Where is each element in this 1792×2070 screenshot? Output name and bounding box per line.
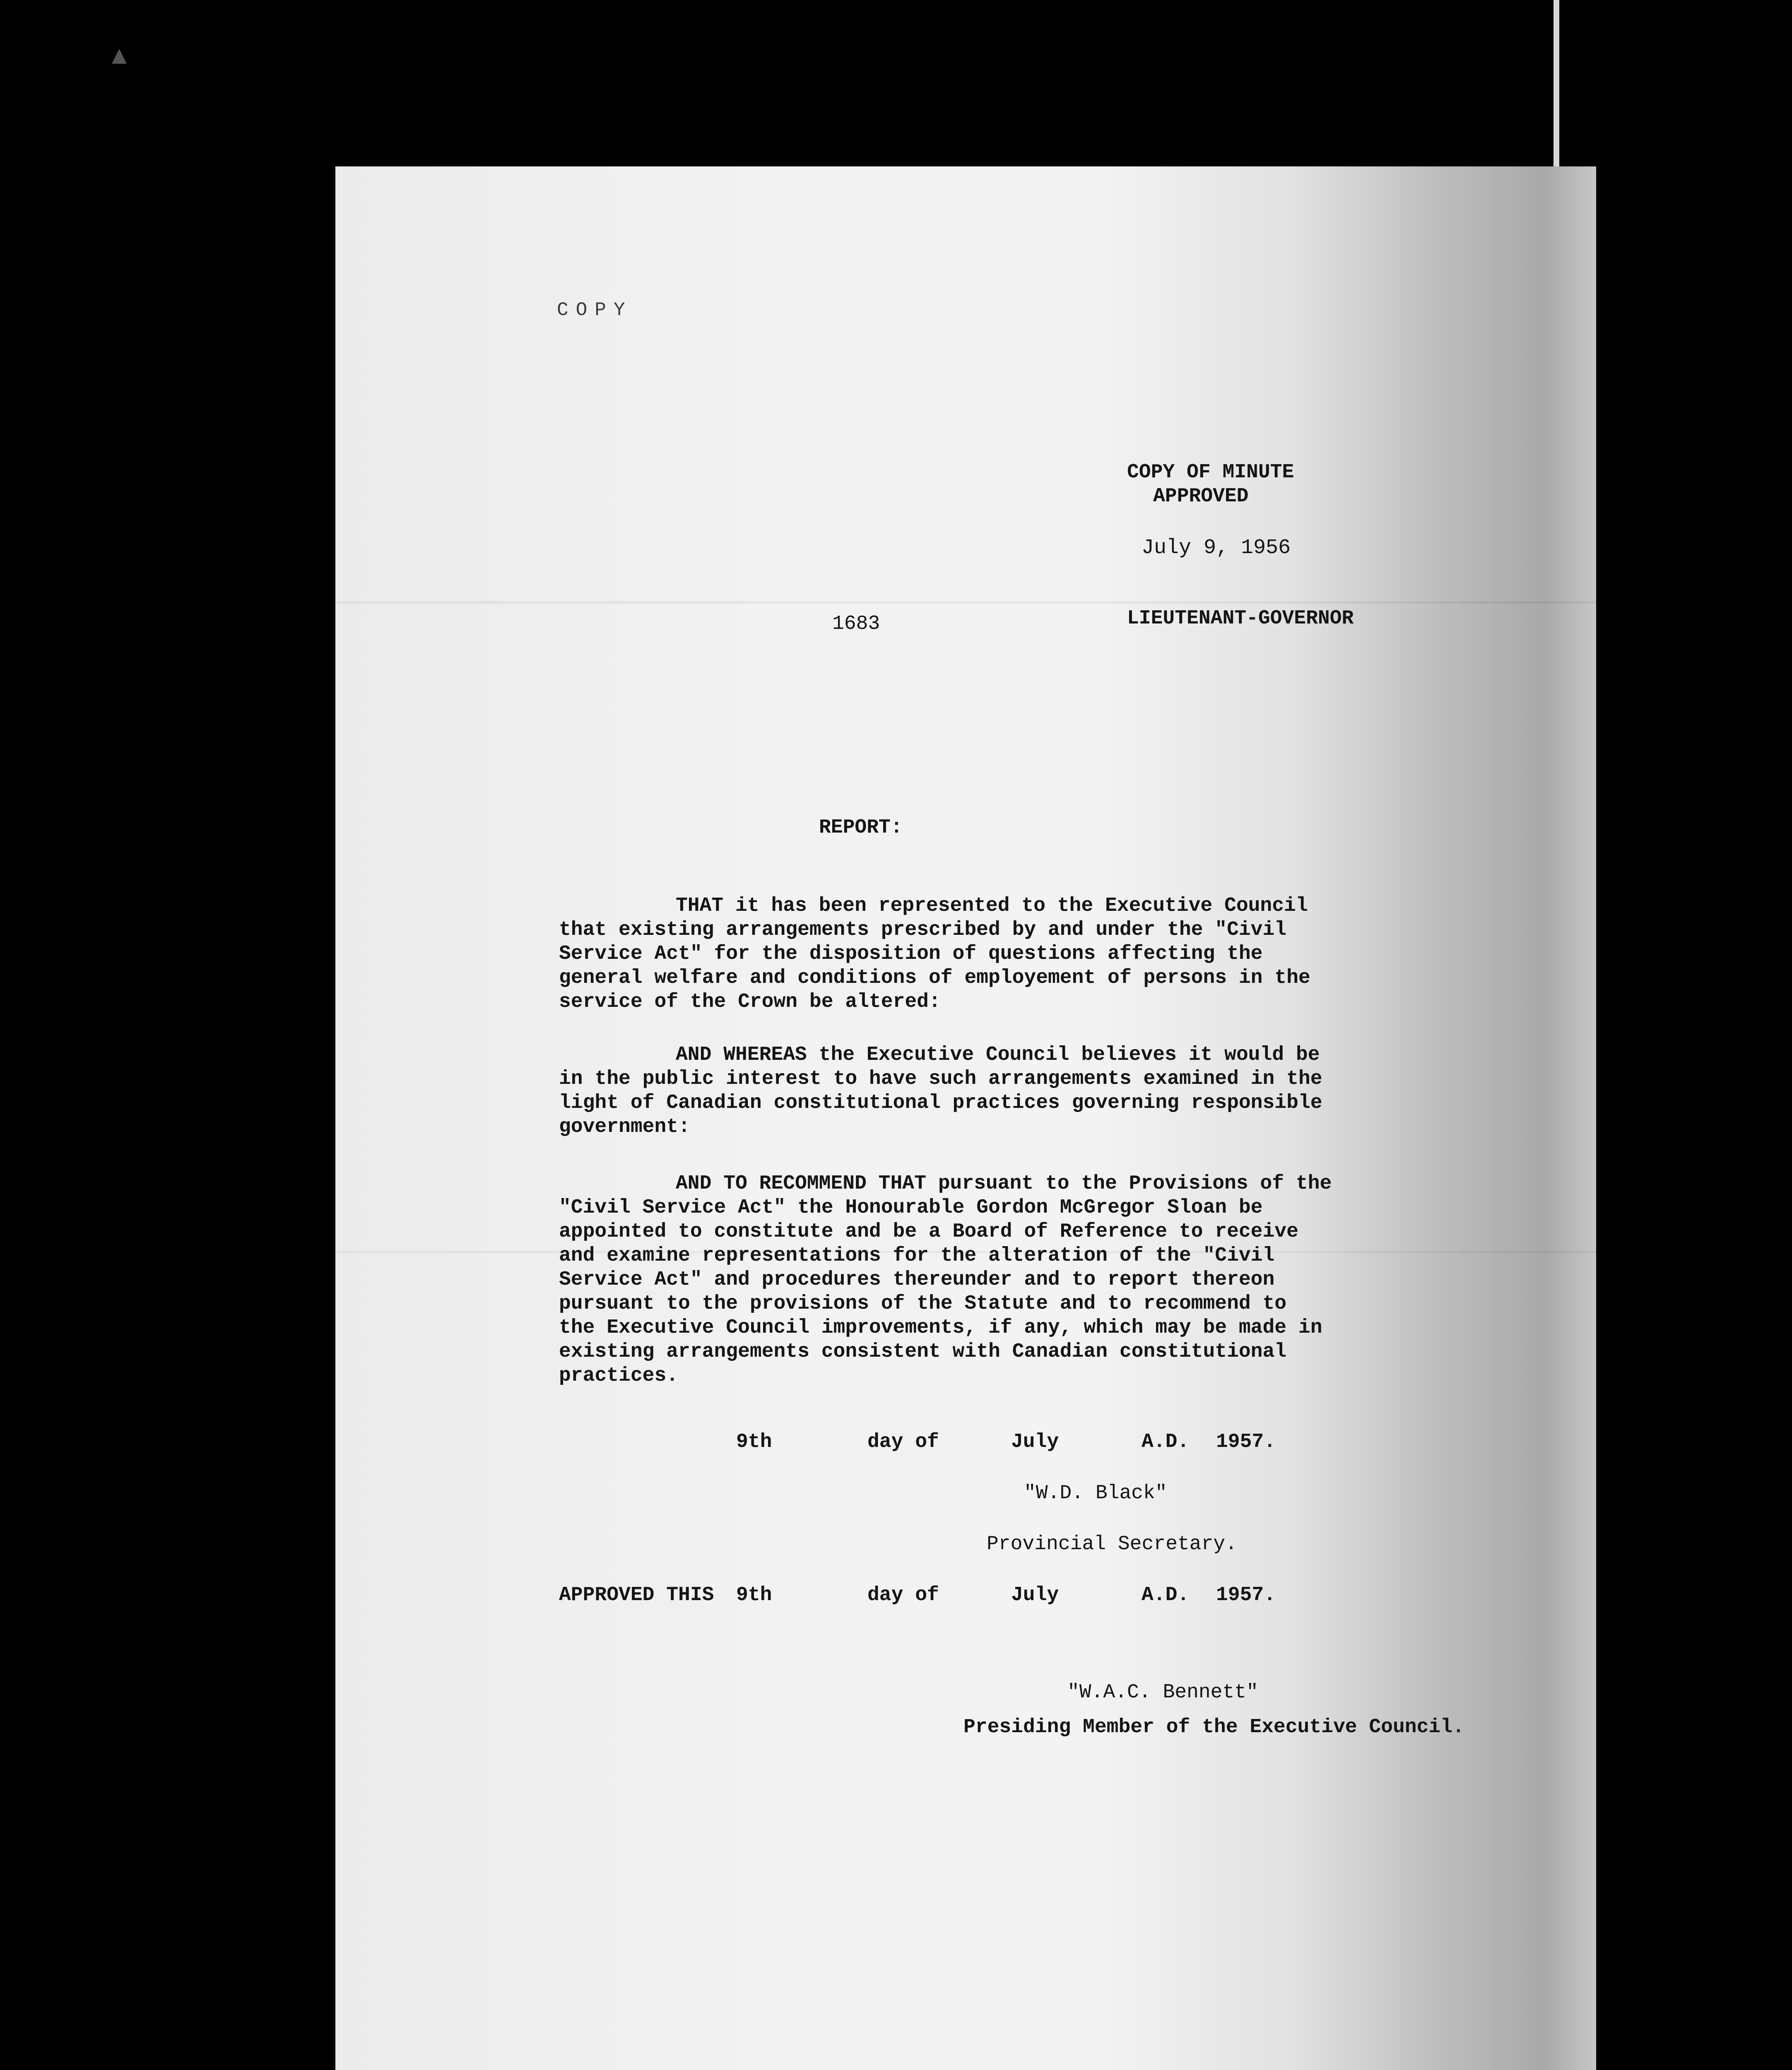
paragraph2-line: light of Canadian constitutional practices governing responsible [559,1092,1322,1114]
paragraph3-line: Service Act" and procedures thereunder and to report thereon [559,1268,1275,1291]
paragraph3-line: practices. [559,1365,679,1387]
minute-stamp-line2: APPROVED [1153,485,1249,508]
paragraph2-line: government: [559,1116,690,1138]
approved-day-of: day of [867,1584,939,1606]
minute-stamp-date: July 9, 1956 [1142,536,1291,560]
paragraph3-line: existing arrangements consistent with Canadian constitutional [559,1341,1287,1363]
paragraph3-line: AND TO RECOMMEND THAT pursuant to the Provisions of the [676,1172,1332,1195]
paragraph2-line: in the public interest to have such arrangements examined in the [559,1068,1322,1090]
dated-day-of: day of [867,1431,939,1453]
minute-stamp-line1: COPY OF MINUTE [1127,461,1294,484]
dated-month: July [1011,1431,1059,1453]
dated-day: 9th [736,1431,772,1453]
presiding-signature: "W.A.C. Bennett" [1067,1681,1258,1704]
paragraph1-line: general welfare and conditions of employement of persons in the [559,967,1310,989]
paragraph2-line: AND WHEREAS the Executive Council believes it would be [676,1044,1320,1066]
presiding-title: Presiding Member of the Executive Council. [963,1716,1464,1738]
document-page [335,166,1596,2070]
paragraph3-line: the Executive Council improvements, if any, which may be made in [559,1317,1322,1339]
paragraph3-line: and examine representations for the alteration of the "Civil [559,1244,1275,1267]
approved-year: 1957. [1216,1584,1276,1606]
document-number: 1683 [832,613,880,635]
frame-corner-mark [112,49,127,64]
page-crease [335,601,1596,604]
paragraph3-line: pursuant to the provisions of the Statute and to recommend to [559,1293,1287,1315]
copy-mark: COPY [557,299,633,321]
paragraph3-line: "Civil Service Act" the Honourable Gordon McGregor Sloan be [559,1196,1263,1219]
secretary-signature: "W.D. Black" [1024,1482,1167,1504]
secretary-title: Provincial Secretary. [987,1533,1237,1555]
paragraph1-line: that existing arrangements prescribed by and under the "Civil [559,919,1287,941]
paragraph1-line: Service Act" for the disposition of questions affecting the [559,943,1263,965]
paragraph3-line: appointed to constitute and be a Board of Reference to receive [559,1220,1298,1243]
approved-day: 9th [736,1584,772,1606]
dated-ad: A.D. [1142,1431,1190,1453]
report-heading: REPORT: [819,816,903,839]
approved-month: July [1011,1584,1059,1606]
minute-stamp-title: LIEUTENANT-GOVERNOR [1127,607,1354,630]
paragraph1-line: THAT it has been represented to the Executive Council [676,895,1308,917]
approved-label: APPROVED THIS [559,1584,714,1606]
dated-year: 1957. [1216,1431,1276,1453]
approved-ad: A.D. [1142,1584,1190,1606]
paragraph1-line: service of the Crown be altered: [559,991,941,1013]
